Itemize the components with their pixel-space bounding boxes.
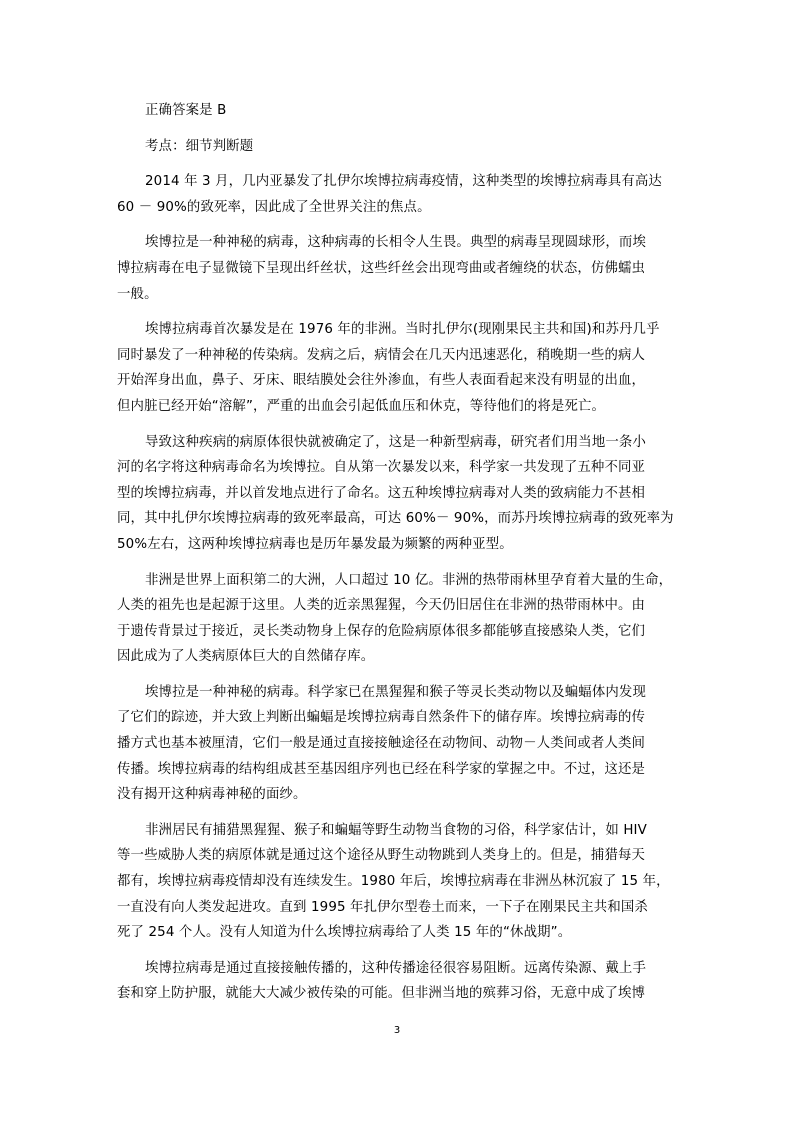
paragraph-line: 没有揭开这种病毒神秘的面纱。 [117,787,307,803]
paragraph-4 [117,430,680,558]
paragraph-8 [117,956,680,1007]
paragraph-line: 型的埃博拉病毒，并以首发地点进行了命名。这五种埃博拉病毒对人类的致病能力不甚相 [117,485,646,501]
page-number: 3 [393,1025,401,1036]
paragraph-line: 人类的祖先也是起源于这里。人类的近亲黑猩猩，今天仍旧居住在非洲的热带雨林中。由 [117,598,646,614]
paragraph-2 [117,230,680,307]
paragraph-line: 死了 254 个人。没有人知道为什么埃博拉病毒给了人类 15 年的“休战期”。 [117,925,572,941]
paragraph-line: 博拉病毒在电子显微镜下呈现出纤丝状，这些纤丝会出现弯曲或者缠绕的状态，仿佛蠕虫 [117,260,646,276]
paragraph-6 [117,680,680,808]
paragraph-1 [117,169,680,220]
paragraph-line: 传播。埃博拉病毒的结构组成甚至基因组序列也已经在科学家的掌握之中。不过，这还是 [117,761,646,777]
paragraph-line: 埃博拉是一种神秘的病毒。科学家已在黑猩猩和猴子等灵长类动物以及蝙蝠体内发现 [145,684,647,700]
paragraph-3 [117,317,680,419]
paragraph-line: 套和穿上防护服，就能大大减少被传染的可能。但非洲当地的殡葬习俗，无意中成了埃博 [117,986,646,1002]
paragraph-line: 埃博拉病毒首次暴发是在 1976 年的非洲。当时扎伊尔(现刚果民主共和国)和苏丹几乎 [145,322,660,338]
paragraph-line: 一直没有向人类发起进攻。直到 1995 年扎伊尔型卷土而来，一下子在刚果民主共和国杀 [117,899,648,915]
paragraph-line: 导致这种疾病的病原体很快就被确定了，这是一种新型病毒，研究者们用当地一条小 [145,434,647,450]
paragraph-line: 埃博拉是一种神秘的病毒，这种病毒的长相令人生畏。典型的病毒呈现圆球形，而埃 [145,235,647,251]
paragraph-line: 一般。 [117,286,158,302]
paragraph-7 [117,818,680,946]
paragraph-line: 非洲是世界上面积第二的大洲，人口超过 10 亿。非洲的热带雨林里孕育着大量的生命， [145,572,673,588]
paragraph-line: 60 － 90%的致死率，因此成了全世界关注的焦点。 [117,199,431,215]
paragraph-line: 同，其中扎伊尔埃博拉病毒的致死率最高，可达 60%－ 90%，而苏丹埃博拉病毒的致死率为 [117,511,674,527]
paragraph-line: 都有，埃博拉病毒疫情却没有连续发生。1980 年后，埃博拉病毒在非洲丛林沉寂了 15 年， [117,874,670,890]
paragraph-5 [117,568,680,670]
paragraph-line: 但内脏已经开始“溶解”，严重的出血会引起低血压和休克，等待他们的将是死亡。 [117,398,606,414]
paragraph-line: 因此成为了人类病原体巨大的自然储存库。 [117,649,375,665]
paragraph-line: 同时暴发了一种神秘的传染病。发病之后，病情会在几天内迅速恶化，稍晚期一些的病人 [117,347,646,363]
paragraph-line: 于遗传背景过于接近，灵长类动物身上保存的危险病原体很多都能够直接感染人类，它们 [117,623,646,639]
paragraph-line: 埃博拉病毒是通过直接接触传播的，这种传播途径很容易阻断。远离传染源、戴上手 [145,960,647,976]
answer-line: 正确答案是 B [145,103,227,118]
paragraph-line: 河的名字将这种病毒命名为埃博拉。自从第一次暴发以来，科学家一共发现了五种不同亚 [117,460,646,476]
kaodian-line: 考点：细节判断题 [145,138,254,154]
page-content [117,98,680,1007]
paragraph-line: 开始浑身出血，鼻子、牙床、眼结膜处会往外渗血，有些人表面看起来没有明显的出血， [117,373,646,389]
paragraph-line: 等一些威胁人类的病原体就是通过这个途径从野生动物跳到人类身上的。但是，捕猎每天 [117,848,646,864]
paragraph-line: 50%左右，这两种埃博拉病毒也是历年暴发最为频繁的两种亚型。 [117,536,513,552]
paragraph-line: 2014 年 3 月，几内亚暴发了扎伊尔埃博拉病毒疫情，这种类型的埃博拉病毒具有高达 [145,174,662,190]
paragraph-line: 播方式也基本被厘清，它们一般是通过直接接触途径在动物间、动物－人类间或者人类间 [117,736,646,752]
paragraph-line: 非洲居民有捕猎黑猩猩、猴子和蝙蝠等野生动物当食物的习俗，科学家估计，如 HIV [145,822,647,838]
paragraph-line: 了它们的踪迹，并大致上判断出蝙蝠是埃博拉病毒自然条件下的储存库。埃博拉病毒的传 [117,710,646,726]
